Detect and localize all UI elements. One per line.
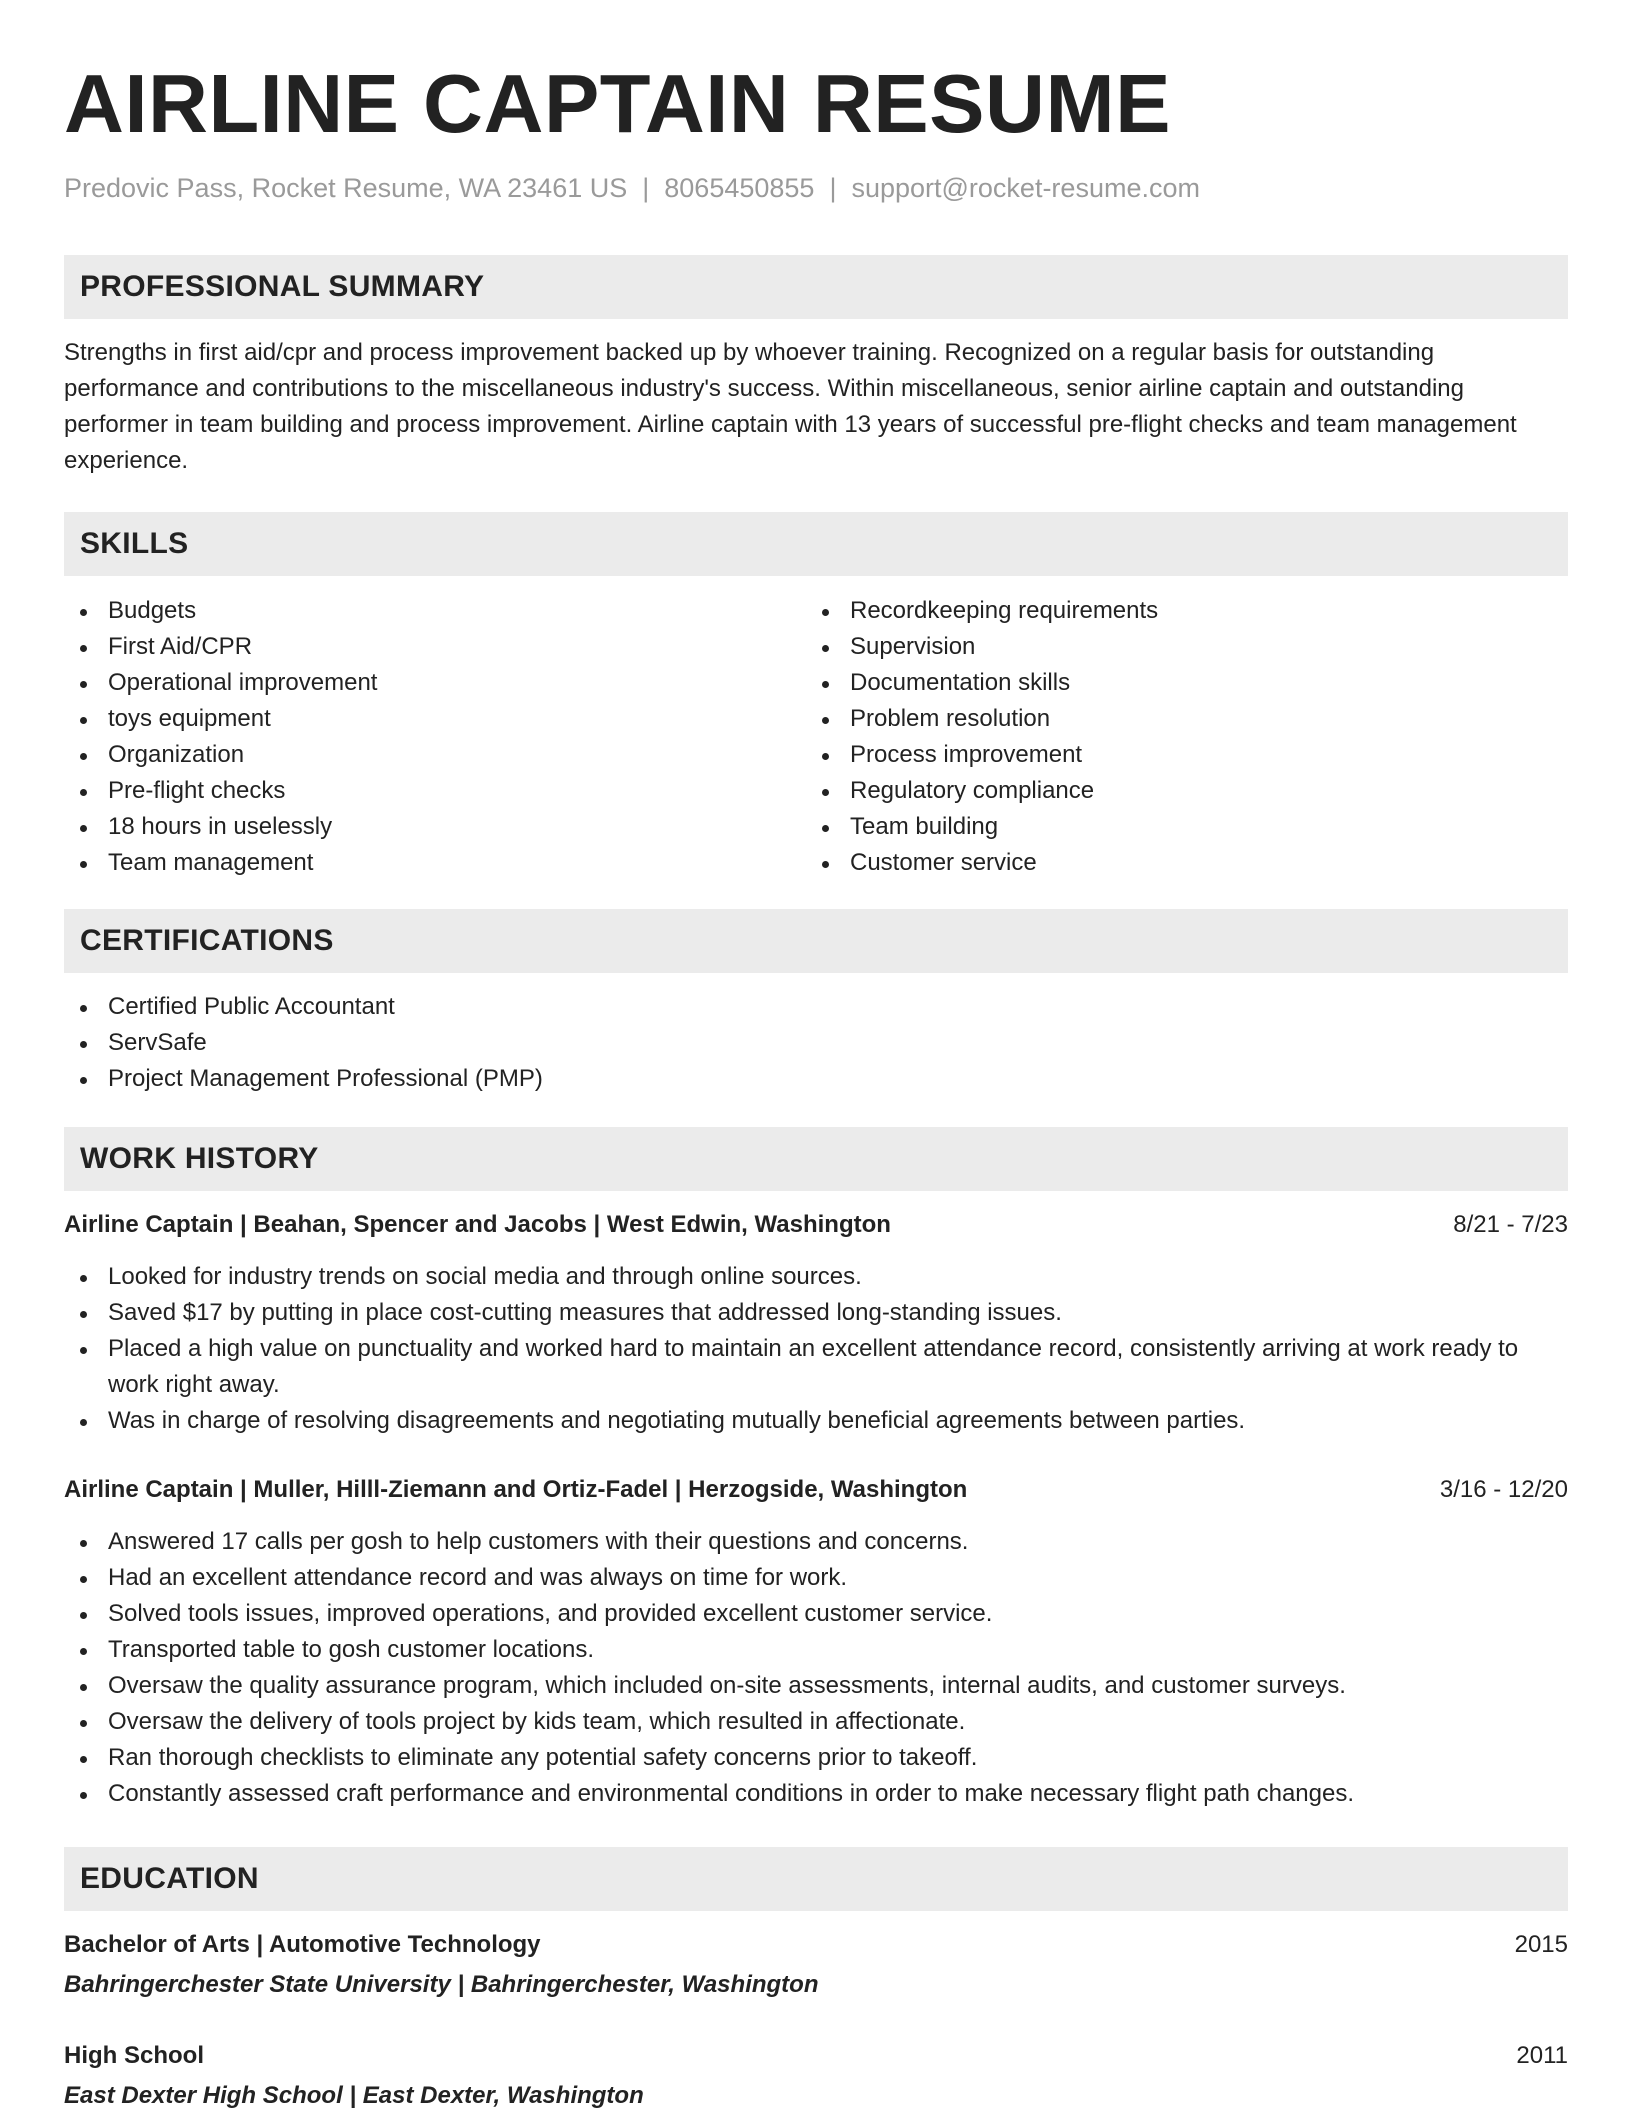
certification-item: Certified Public Accountant (64, 989, 1568, 1025)
certifications-heading: CERTIFICATIONS (64, 909, 1568, 973)
contact-email: support@rocket-resume.com (851, 173, 1200, 203)
skills-list-right (806, 593, 1548, 881)
resume-title: AIRLINE CAPTAIN RESUME (64, 57, 1171, 150)
skill-item: Regulatory compliance (806, 773, 1548, 809)
certifications-list (64, 989, 1568, 1097)
education-header (64, 2039, 1568, 2073)
job-bullet: Answered 17 calls per gosh to help customers with their questions and concerns. (64, 1524, 1568, 1560)
skill-item: Organization (64, 737, 806, 773)
skill-item: Customer service (806, 845, 1548, 881)
skills-heading: SKILLS (64, 512, 1568, 576)
education-school: Bahringerchester State University | Bahringerchester, Washington (64, 1971, 819, 1998)
skill-item: Documentation skills (806, 665, 1548, 701)
skill-item: Team management (64, 845, 806, 881)
job-bullet: Saved $17 by putting in place cost-cutting measures that addressed long-standing issues. (64, 1295, 1568, 1331)
education-school: East Dexter High School | East Dexter, Washington (64, 2082, 644, 2109)
education-year: 2015 (1514, 1931, 1568, 1958)
certification-item: ServSafe (64, 1025, 1568, 1061)
skill-item: toys equipment (64, 701, 806, 737)
job-bullet: Was in charge of resolving disagreements and negotiating mutually beneficial agreements between parties. (64, 1403, 1568, 1439)
contact-separator: | (829, 173, 837, 203)
job-bullet-list (64, 1259, 1568, 1439)
education-header (64, 1928, 1568, 1962)
job-bullet: Had an excellent attendance record and was always on time for work. (64, 1560, 1568, 1596)
education-year: 2011 (1516, 2042, 1568, 2069)
skill-item: Pre-flight checks (64, 773, 806, 809)
skill-item: Problem resolution (806, 701, 1548, 737)
job-bullet: Placed a high value on punctuality and worked hard to maintain an excellent attendance record, consistently arriving at work ready to work right away. (64, 1331, 1568, 1403)
certification-item: Project Management Professional (PMP) (64, 1061, 1568, 1097)
job-title: Airline Captain | Muller, Hilll-Ziemann and Ortiz-Fadel | Herzogside, Washington (64, 1476, 968, 1503)
job-bullet: Oversaw the quality assurance program, which included on-site assessments, internal audits, and customer surveys. (64, 1668, 1568, 1704)
summary-text: Strengths in first aid/cpr and process improvement backed up by whoever training. Recognized on a regular basis for outstanding performance and contributions to the miscellaneous industry's success. Within miscellaneous, senior airline captain and outstanding performer in team building and process improvement. Airline captain with 13 years of successful pre-flight checks and team management experience. (64, 339, 1517, 474)
job-header (64, 1473, 1568, 1507)
skill-item: Budgets (64, 593, 806, 629)
contact-line (64, 171, 1568, 205)
job-bullet: Constantly assessed craft performance and environmental conditions in order to make necessary flight path changes. (64, 1776, 1568, 1812)
skills-list-left (64, 593, 806, 881)
skill-item: 18 hours in uselessly (64, 809, 806, 845)
job-bullet: Transported table to gosh customer locations. (64, 1632, 1568, 1668)
skill-item: Supervision (806, 629, 1548, 665)
contact-address: Predovic Pass, Rocket Resume, WA 23461 US (64, 173, 628, 203)
summary-heading: PROFESSIONAL SUMMARY (64, 255, 1568, 319)
education-degree: High School (64, 2042, 204, 2069)
skills-columns (64, 593, 1568, 881)
job-header (64, 1208, 1568, 1242)
contact-phone: 8065450855 (664, 173, 815, 203)
contact-separator: | (642, 173, 650, 203)
job-bullet-list (64, 1524, 1568, 1812)
job-bullet: Ran thorough checklists to eliminate any potential safety concerns prior to takeoff. (64, 1740, 1568, 1776)
job-bullet: Solved tools issues, improved operations, and provided excellent customer service. (64, 1596, 1568, 1632)
education-degree: Bachelor of Arts | Automotive Technology (64, 1931, 541, 1958)
job-bullet: Oversaw the delivery of tools project by kids team, which resulted in affectionate. (64, 1704, 1568, 1740)
education-heading: EDUCATION (64, 1847, 1568, 1911)
job-title: Airline Captain | Beahan, Spencer and Jacobs | West Edwin, Washington (64, 1211, 891, 1238)
skill-item: Recordkeeping requirements (806, 593, 1548, 629)
job-dates: 3/16 - 12/20 (1439, 1476, 1568, 1503)
skill-item: Process improvement (806, 737, 1548, 773)
job-bullet: Looked for industry trends on social media and through online sources. (64, 1259, 1568, 1295)
skill-item: First Aid/CPR (64, 629, 806, 665)
work-history-heading: WORK HISTORY (64, 1127, 1568, 1191)
skill-item: Team building (806, 809, 1548, 845)
skill-item: Operational improvement (64, 665, 806, 701)
job-dates: 8/21 - 7/23 (1453, 1211, 1568, 1238)
